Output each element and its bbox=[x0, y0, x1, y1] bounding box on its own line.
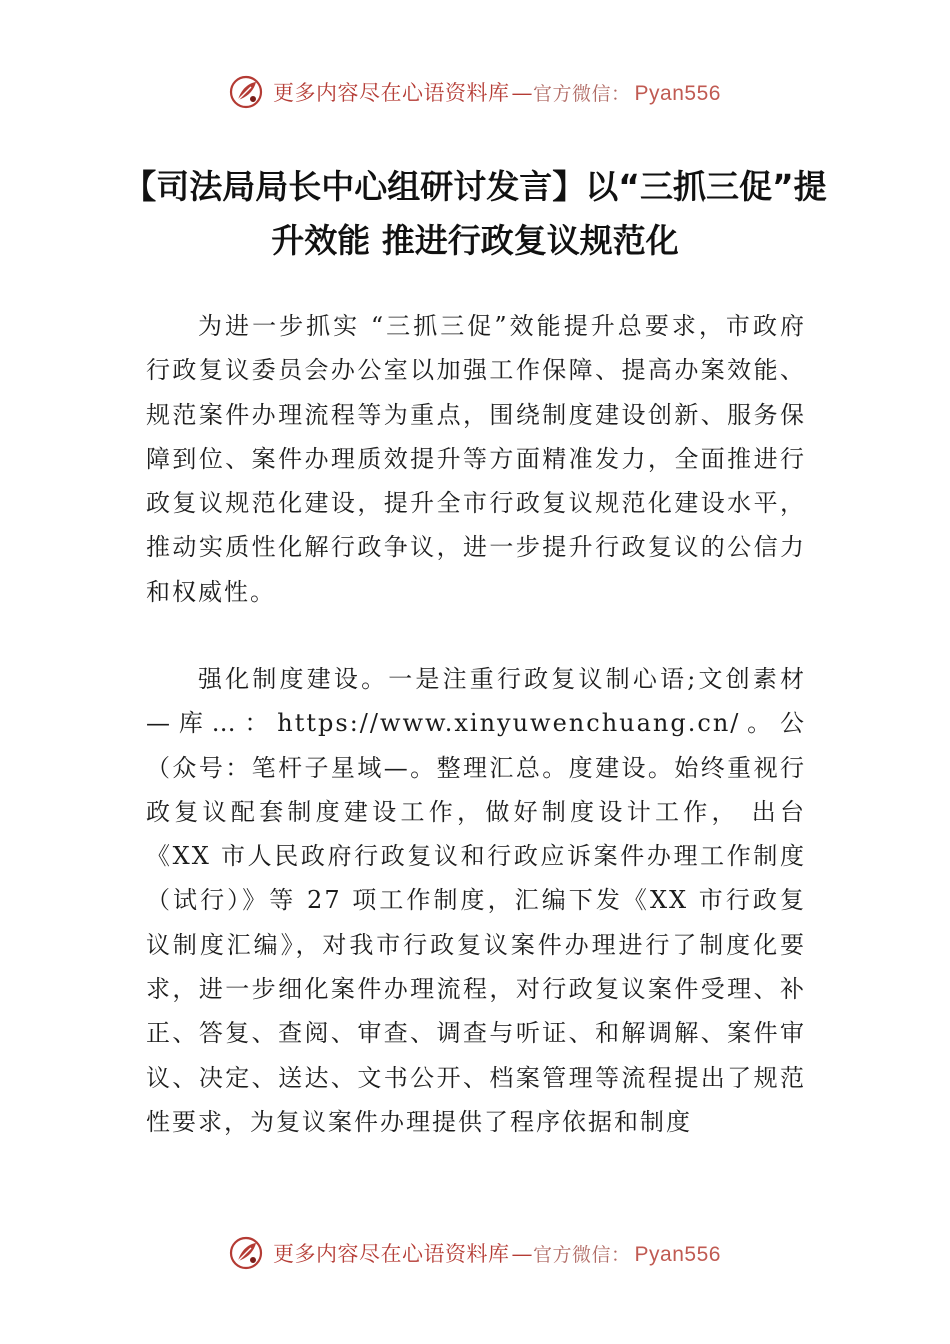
banner-slogan: 更多内容尽在心语资料库 bbox=[273, 81, 510, 105]
body-paragraph-system-building: 强化制度建设。一是注重行政复议制心语;文创素材—库…：https://www.xinyuwenchuang.cn/。公（众号：笔杆子星域—。整理汇总。度建设。始终重视行政复议配套制度建设工作，做好制度设计工作， 出台《XX 市人民政府行政复议和行政应诉案件办理工作制度（试行）》等 27 项工作制度，汇编下发《XX 市行政复议制度汇编》，对我市行政复议案件办理进行了制度化要求，进一步细化案件办理流程，对行政复议案件受理、补正、答复、查阅、审查、调查与听证、和解调解、案件审议、决定、送达、文书公开、档案管理等流程提出了规范性要求，为复议案件办理提供了程序依据和制度 bbox=[146, 665, 806, 1136]
footer-banner bbox=[0, 1233, 950, 1273]
leaf-seal-logo-icon bbox=[229, 75, 263, 109]
banner-separator: — bbox=[511, 81, 534, 105]
banner-wechat-label: 官方微信： bbox=[533, 83, 631, 105]
banner-wechat-id: Pyan556 bbox=[634, 82, 721, 105]
header-banner bbox=[0, 72, 950, 112]
banner-wechat-label: 官方微信： bbox=[533, 1244, 631, 1266]
banner-slogan: 更多内容尽在心语资料库 bbox=[273, 1242, 510, 1266]
banner-separator: — bbox=[511, 1242, 534, 1266]
body-paragraph-intro: 为进一步抓实 “三抓三促”效能提升总要求，市政府行政复议委员会办公室以加强工作保障、提高办案效能、规范案件办理流程等为重点，围绕制度建设创新、服务保障到位、案件办理质效提升等方面精准发力，全面推进行政复议规范化建设，提升全市行政复议规范化建设水平，推动实质性化解行政争议，进一步提升行政复议的公信力和权威性。 bbox=[146, 312, 806, 606]
banner-text-group bbox=[273, 77, 721, 107]
banner-wechat-id: Pyan556 bbox=[634, 1243, 721, 1266]
leaf-seal-logo-icon bbox=[229, 1236, 263, 1270]
banner-text-group bbox=[273, 1238, 721, 1268]
document-title: 【司法局局长中心组研讨发言】以“三抓三促”提升效能 推进行政复议规范化 bbox=[123, 167, 827, 260]
